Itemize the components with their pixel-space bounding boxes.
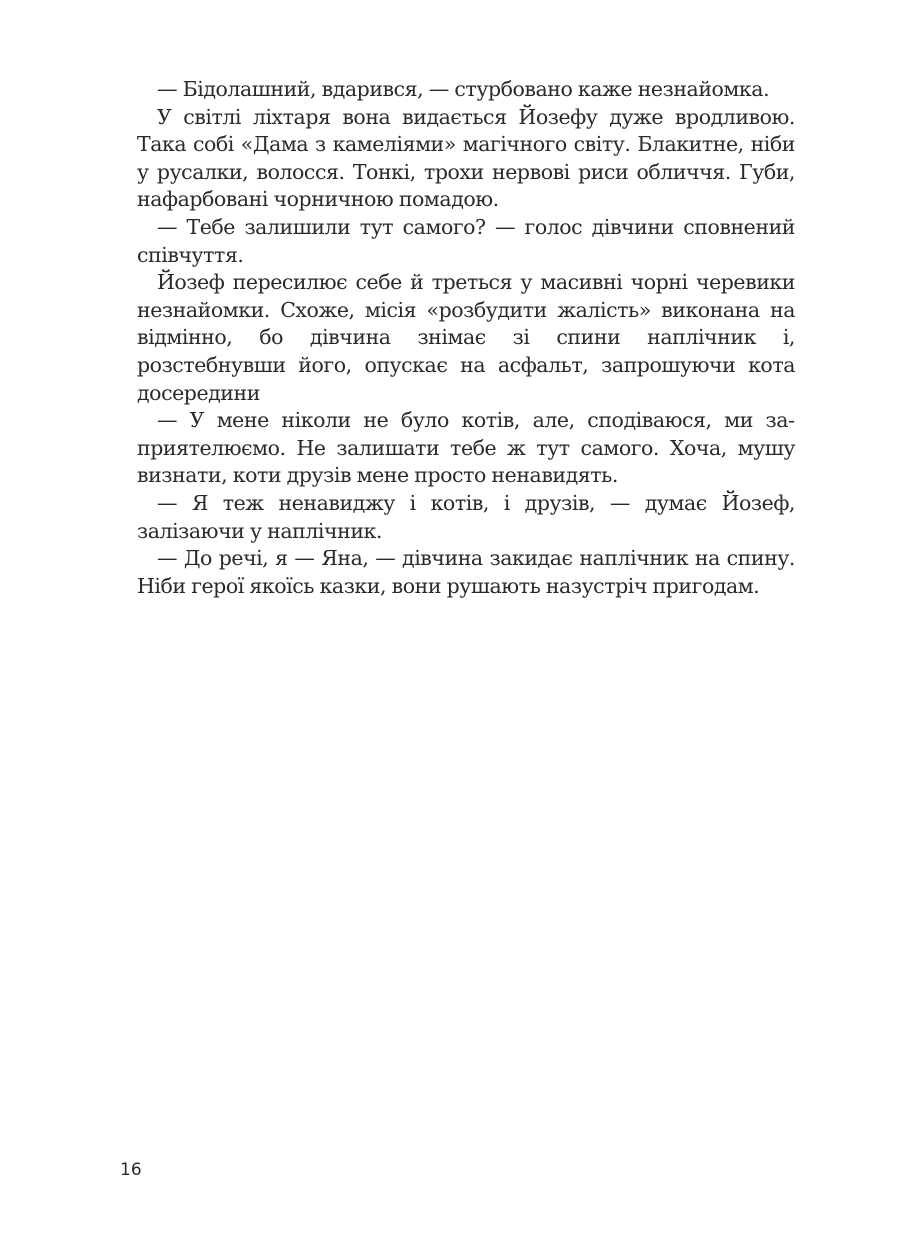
paragraph-dialogue-5: — До речі, я — Яна, — дівчина закидає наплічник на спину. Ніби герої якоїсь казки, вони рушають назустріч пригодам. [137, 546, 795, 598]
paragraph-dialogue-1: — Бідолашний, вдарився, — стурбовано каже незнайомка. [157, 77, 770, 101]
paragraph-description: У світлі ліхтаря вона видається Йозефу дуже вродливою. Така собі «Дама з камеліями» магічного світу. Блакитне, ніби у русалки, волосся. Тонкі, трохи нервові риси обличчя. Губи, нафарбовані чорничною помадою. [137, 104, 795, 212]
body-text [137, 76, 795, 600]
page-number: 16 [120, 1160, 142, 1180]
paragraph-dialogue-3: — У мене ніколи не було котів, але, сподіваюся, ми заприятелюємо. Не залишати тебе ж тут самого. Хоча, мушу визнати, коти друзів мене просто ненавидять. [137, 408, 795, 488]
paragraph-action: Йозеф пересилює себе й треться у масивні чорні черевики незнайомки. Схоже, місія «розбудити жалість» виконана на відмінно, бо дівчина знімає зі спини наплічник і, розстебнувши його, опускає на асфальт, запрошуючи кота досередини [137, 270, 795, 405]
paragraph-dialogue-2: — Тебе залишили тут самого? — голос дівчини сповнений співчуття. [137, 214, 795, 267]
paragraph-dialogue-4: — Я теж ненавиджу і котів, і друзів, — думає Йозеф, залізаючи у наплічник. [137, 490, 795, 543]
